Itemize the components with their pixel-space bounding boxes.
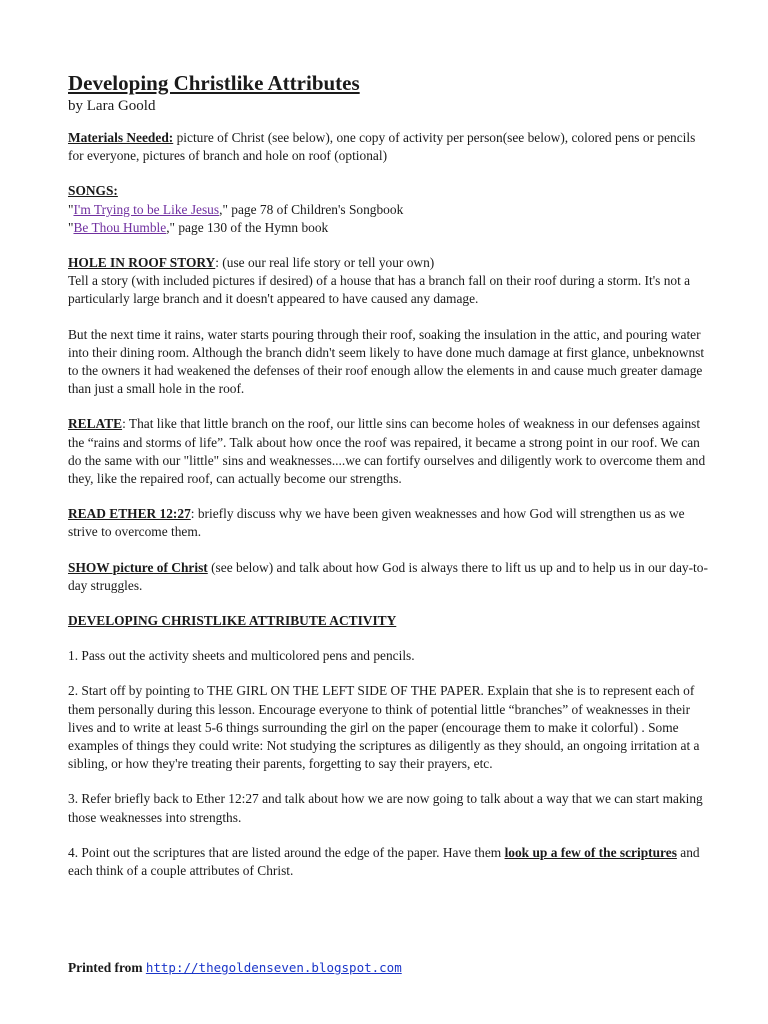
ether-label: READ ETHER 12:27 [68,506,191,522]
footer-url-link[interactable]: http://thegoldenseven.blogspot.com [145,960,402,975]
song-link-2[interactable]: Be Thou Humble [73,219,167,235]
song-line-1: "I'm Trying to be Like Jesus," page 78 of Children's Songbook [68,201,404,217]
ether-section [68,505,708,541]
activity-step-3: 3. Refer briefly back to Ether 12:27 and talk about how we are now going to talk about a way that we can start making those weaknesses into strengths. [68,791,703,825]
activity-step-1: 1. Pass out the activity sheets and multicolored pens and pencils. [68,648,415,664]
relate-label: RELATE [68,416,123,432]
document-body [68,70,708,897]
relate-section [68,415,708,488]
footer-label: Printed from [68,960,146,975]
document-title: Developing Christlike Attributes [68,71,360,95]
story-label: HOLE IN ROOF STORY [68,255,216,271]
song-1-text: ," page 78 of Children's Songbook [219,201,404,217]
songs-label: SONGS: [68,183,118,199]
show-section [68,559,708,595]
song-link-1[interactable]: I'm Trying to be Like Jesus [73,201,220,217]
story-paragraph-1: Tell a story (with included pictures if desired) of a house that has a branch fall on their roof during a storm. It's not a particularly large branch and it doesn't appeared to have caused any damage. [68,273,691,307]
song-line-2: "Be Thou Humble," page 130 of the Hymn book [68,219,329,235]
story-section [68,254,708,309]
materials-text: picture of Christ (see below), one copy of activity per person(see below), colored pens or pencils for everyone, pictures of branch and hole on roof (optional) [68,130,696,164]
songs-section [68,182,708,237]
story-paragraph-2: But the next time it rains, water starts pouring through their roof, soaking the insulation in the attic, and pouring water into their dining room. Although the branch didn't seem likely to have done much damage at first glance, unbeknownst to the owners it had weakened the defenses of their roof enough allow the elements in and cause much greater damage than just a small hole in the roof. [68,326,705,397]
activity-step-2: 2. Start off by pointing to THE GIRL ON THE LEFT SIDE OF THE PAPER. Explain that she is to represent each of them personally during this lesson. Encourage everyone to think of potential little “branches” of weaknesses in their lives and to write at least 5-6 things surrounding the girl on the paper (encourage them to make it colorful) . Some examples of things they could write: Not studying the scriptures as diligently as they should, an ongoing irritation at a sibling, or how they're treating their parents, forgetting to say their prayers, etc. [68,683,700,772]
activity-step-4: 4. Point out the scriptures that are listed around the edge of the paper. Have them look up a few of the scriptures and each think of a couple attributes of Christ. [68,844,700,879]
show-text: (see below) and talk about how God is always there to lift us up and to help us in our day-to-day struggles. [68,559,708,593]
activity-heading: DEVELOPING CHRISTLIKE ATTRIBUTE ACTIVITY [68,613,397,629]
story-note: : (use our real life story or tell your own) [215,255,435,271]
ether-text: : briefly discuss why we have been given weaknesses and how God will strengthen us as we strive to overcome them. [68,506,685,540]
song-2-text: ," page 130 of the Hymn book [166,219,329,235]
materials-section [68,129,708,165]
step-4-emphasis: look up a few of the scriptures [504,844,677,860]
materials-label: Materials Needed: [68,130,174,145]
author-line: by Lara Goold [68,98,156,114]
printed-from-footer [68,960,402,976]
show-label: SHOW picture of Christ [68,559,208,575]
relate-text: : That like that little branch on the roof, our little sins can become holes of weakness in our defenses against the “rains and storms of life”. Talk about how once the roof was repaired, it became a strong point in our roof. We can do the same with our "little" sins and weaknesses....we can fortify ourselves and diligently work to overcome them and they, like the repaired roof, can actually become our strengths. [68,416,706,487]
